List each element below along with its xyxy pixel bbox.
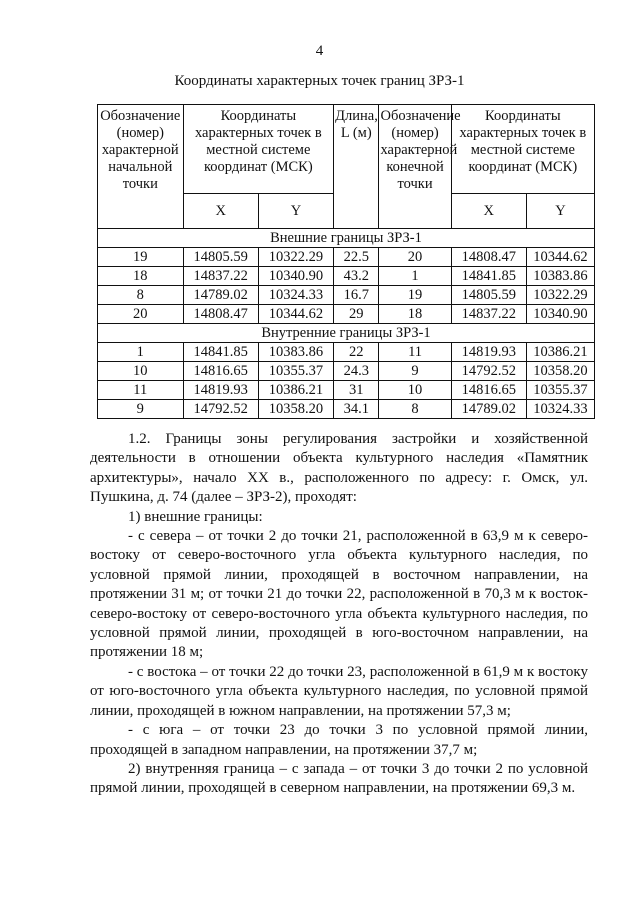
header-end-point: Обозначение (номер) характерной конечной точки (379, 105, 451, 229)
table-cell: 19 (379, 286, 451, 305)
table-cell: 10322.29 (258, 248, 333, 267)
table-cell: 10383.86 (526, 267, 594, 286)
header-length: Длина, L (м) (334, 105, 379, 229)
table-cell: 14805.59 (183, 248, 258, 267)
table-cell: 10340.90 (258, 267, 333, 286)
header-x-end: X (451, 194, 526, 229)
table-row (98, 305, 595, 324)
table-cell: 9 (379, 362, 451, 381)
table-cell: 1 (379, 267, 451, 286)
paragraph: - с севера – от точки 2 до точки 21, расположенной в 63,9 м к северо-востоку от северо-восточного угла объекта культурного наследия, по условной прямой линии, проходящей в восточном направлении, на протяжении 31 м; от точки 21 до точки 22, расположенной в 70,3 м к восток-северо-востоку от северо-восточного угла объекта культурного наследия, по условной прямой линии, проходящей в юго-восточном направлении, на протяжении 18 м; (90, 528, 588, 661)
table-cell: 19 (98, 248, 184, 267)
page-number: 4 (315, 43, 324, 59)
table-cell: 14789.02 (451, 400, 526, 419)
table-cell: 22 (334, 343, 379, 362)
paragraph: 1) внешние границы: (128, 508, 263, 525)
table-cell: 31 (334, 381, 379, 400)
table-row (98, 381, 595, 400)
table-cell: 20 (379, 248, 451, 267)
table-row (98, 400, 595, 419)
table-cell: 10344.62 (526, 248, 594, 267)
table-cell: 14789.02 (183, 286, 258, 305)
table-cell: 18 (379, 305, 451, 324)
coordinates-table (97, 104, 595, 419)
table-cell: 10355.37 (526, 381, 594, 400)
table-row (98, 343, 595, 362)
paragraph: 1.2. Границы зоны регулирования застройки и хозяйственной деятельности в отношении объекта культурного наследия «Памятник архитектуры», начало XX в., расположенного по адресу: г. Омск, ул. Пушкина, д. 74 (далее – ЗРЗ-2), проходят: (90, 431, 588, 506)
table-cell: 14837.22 (183, 267, 258, 286)
table-cell: 1 (98, 343, 184, 362)
table-cell: 9 (98, 400, 184, 419)
table-cell: 43.2 (334, 267, 379, 286)
table-cell: 14792.52 (451, 362, 526, 381)
section-inner-bounds: Внутренние границы ЗРЗ-1 (98, 324, 595, 343)
table-cell: 10340.90 (526, 305, 594, 324)
section-outer-bounds: Внешние границы ЗРЗ-1 (98, 229, 595, 248)
table-cell: 14819.93 (451, 343, 526, 362)
table-cell: 10344.62 (258, 305, 333, 324)
table-cell: 10386.21 (258, 381, 333, 400)
table-cell: 8 (379, 400, 451, 419)
table-cell: 10 (379, 381, 451, 400)
paragraph: - с юга – от точки 23 до точки 3 по условной прямой линии, проходящей в западном направлении, на протяжении 37,7 м; (90, 722, 588, 758)
table-cell: 20 (98, 305, 184, 324)
header-start-point: Обозначение (номер) характерной начальной точки (98, 105, 184, 229)
table-cell: 14816.65 (451, 381, 526, 400)
table-cell: 18 (98, 267, 184, 286)
header-y-end: Y (526, 194, 594, 229)
table-row (98, 248, 595, 267)
table-cell: 34.1 (334, 400, 379, 419)
table-cell: 14819.93 (183, 381, 258, 400)
table-cell: 10386.21 (526, 343, 594, 362)
table-cell: 14805.59 (451, 286, 526, 305)
header-coords-start: Координаты характерных точек в местной системе координат (МСК) (183, 105, 334, 194)
table-cell: 10324.33 (258, 286, 333, 305)
table-cell: 10358.20 (526, 362, 594, 381)
body-text (90, 430, 588, 799)
table-cell: 14808.47 (183, 305, 258, 324)
table-cell: 14792.52 (183, 400, 258, 419)
table-row (98, 286, 595, 305)
table-cell: 24.3 (334, 362, 379, 381)
header-x-start: X (183, 194, 258, 229)
table-cell: 16.7 (334, 286, 379, 305)
table-cell: 10358.20 (258, 400, 333, 419)
table-cell: 14837.22 (451, 305, 526, 324)
table-cell: 14841.85 (183, 343, 258, 362)
paragraph: 2) внутренняя граница – с запада – от точки 3 до точки 2 по условной прямой линии, проходящей в северном направлении, на протяжении 69,3 м. (90, 760, 588, 797)
table-title: Координаты характерных точек границ ЗРЗ-1 (174, 73, 465, 89)
table-cell: 14808.47 (451, 248, 526, 267)
paragraph: - с востока – от точки 22 до точки 23, расположенной в 61,9 м к востоку от юго-восточного угла объекта культурного наследия, по условной прямой линии, проходящей в южном направлении, на протяжении 57,3 м; (90, 663, 588, 719)
table-cell: 8 (98, 286, 184, 305)
table-cell: 10383.86 (258, 343, 333, 362)
header-coords-end: Координаты характерных точек в местной системе координат (МСК) (451, 105, 594, 194)
table-cell: 11 (379, 343, 451, 362)
table-cell: 10 (98, 362, 184, 381)
table-cell: 14841.85 (451, 267, 526, 286)
header-y-start: Y (258, 194, 333, 229)
table-cell: 10324.33 (526, 400, 594, 419)
table-row (98, 267, 595, 286)
table-cell: 22.5 (334, 248, 379, 267)
table-cell: 29 (334, 305, 379, 324)
table-row (98, 362, 595, 381)
table-cell: 10322.29 (526, 286, 594, 305)
table-cell: 10355.37 (258, 362, 333, 381)
table-cell: 11 (98, 381, 184, 400)
table-cell: 14816.65 (183, 362, 258, 381)
